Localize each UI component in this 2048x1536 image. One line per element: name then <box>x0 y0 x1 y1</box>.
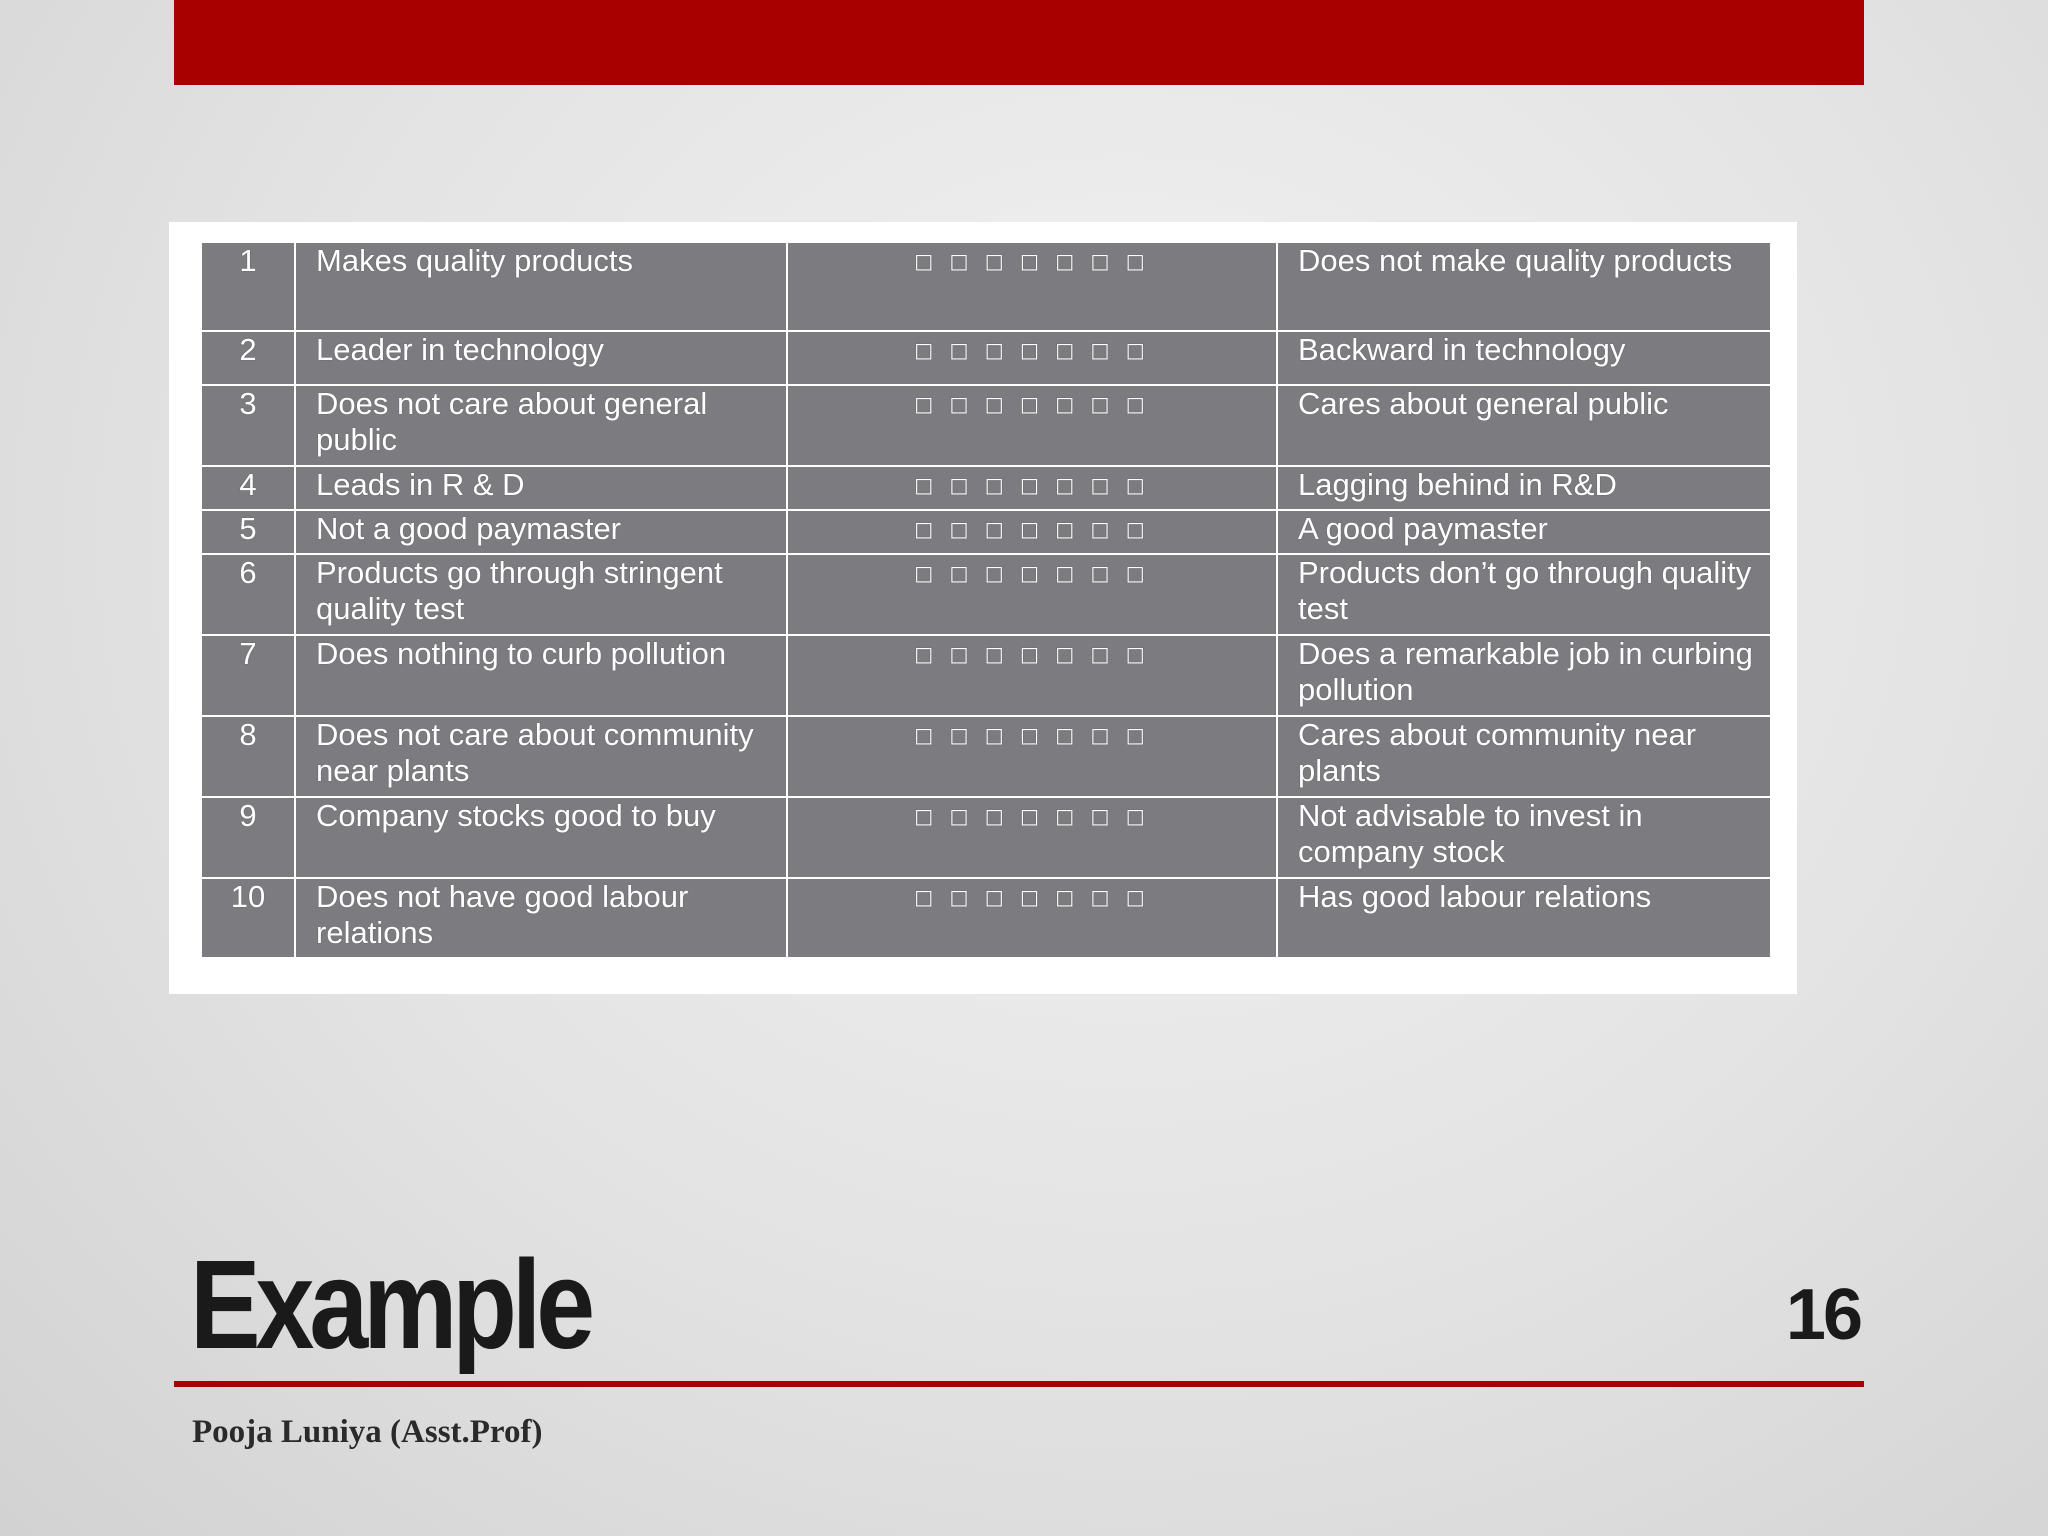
row-number: 5 <box>201 510 295 554</box>
row-number: 7 <box>201 635 295 716</box>
positive-attribute: Leader in technology <box>295 331 787 385</box>
rating-scale-boxes: □ □ □ □ □ □ □ <box>787 242 1277 331</box>
table-row <box>201 878 1771 958</box>
positive-attribute: Does not care about general public <box>295 385 787 466</box>
row-number: 1 <box>201 242 295 331</box>
negative-attribute: Cares about general public <box>1277 385 1771 466</box>
row-number: 4 <box>201 466 295 510</box>
positive-attribute: Not a good paymaster <box>295 510 787 554</box>
negative-attribute: Cares about community near plants <box>1277 716 1771 797</box>
table-row <box>201 331 1771 385</box>
table-row <box>201 635 1771 716</box>
row-number: 9 <box>201 797 295 878</box>
semantic-differential-table <box>200 241 1772 959</box>
positive-attribute: Leads in R & D <box>295 466 787 510</box>
negative-attribute: Does a remarkable job in curbing pollution <box>1277 635 1771 716</box>
row-number: 6 <box>201 554 295 635</box>
row-number: 2 <box>201 331 295 385</box>
top-accent-bar <box>174 0 1864 85</box>
bottom-accent-rule <box>174 1381 1864 1387</box>
page-number: 16 <box>1785 1275 1860 1355</box>
table-row <box>201 242 1771 331</box>
table-row <box>201 466 1771 510</box>
negative-attribute: Does not make quality products <box>1277 242 1771 331</box>
positive-attribute: Does not have good labour relations <box>295 878 787 958</box>
rating-scale-boxes: □ □ □ □ □ □ □ <box>787 797 1277 878</box>
rating-scale-boxes: □ □ □ □ □ □ □ <box>787 510 1277 554</box>
negative-attribute: Products don’t go through quality test <box>1277 554 1771 635</box>
negative-attribute: Not advisable to invest in company stock <box>1277 797 1771 878</box>
negative-attribute: A good paymaster <box>1277 510 1771 554</box>
table-row <box>201 797 1771 878</box>
table-row <box>201 716 1771 797</box>
positive-attribute: Company stocks good to buy <box>295 797 787 878</box>
row-number: 3 <box>201 385 295 466</box>
positive-attribute: Products go through stringent quality test <box>295 554 787 635</box>
negative-attribute: Lagging behind in R&D <box>1277 466 1771 510</box>
author-footer: Pooja Luniya (Asst.Prof) <box>192 1414 543 1450</box>
table-row <box>201 510 1771 554</box>
rating-scale-boxes: □ □ □ □ □ □ □ <box>787 385 1277 466</box>
rating-scale-boxes: □ □ □ □ □ □ □ <box>787 466 1277 510</box>
rating-scale-boxes: □ □ □ □ □ □ □ <box>787 878 1277 958</box>
positive-attribute: Makes quality products <box>295 242 787 331</box>
rating-scale-boxes: □ □ □ □ □ □ □ <box>787 554 1277 635</box>
slide-title: Example <box>190 1234 591 1375</box>
negative-attribute: Has good labour relations <box>1277 878 1771 958</box>
positive-attribute: Does nothing to curb pollution <box>295 635 787 716</box>
negative-attribute: Backward in technology <box>1277 331 1771 385</box>
table-row <box>201 385 1771 466</box>
positive-attribute: Does not care about community near plants <box>295 716 787 797</box>
row-number: 10 <box>201 878 295 958</box>
table-row <box>201 554 1771 635</box>
row-number: 8 <box>201 716 295 797</box>
rating-scale-boxes: □ □ □ □ □ □ □ <box>787 716 1277 797</box>
rating-scale-boxes: □ □ □ □ □ □ □ <box>787 331 1277 385</box>
rating-scale-boxes: □ □ □ □ □ □ □ <box>787 635 1277 716</box>
